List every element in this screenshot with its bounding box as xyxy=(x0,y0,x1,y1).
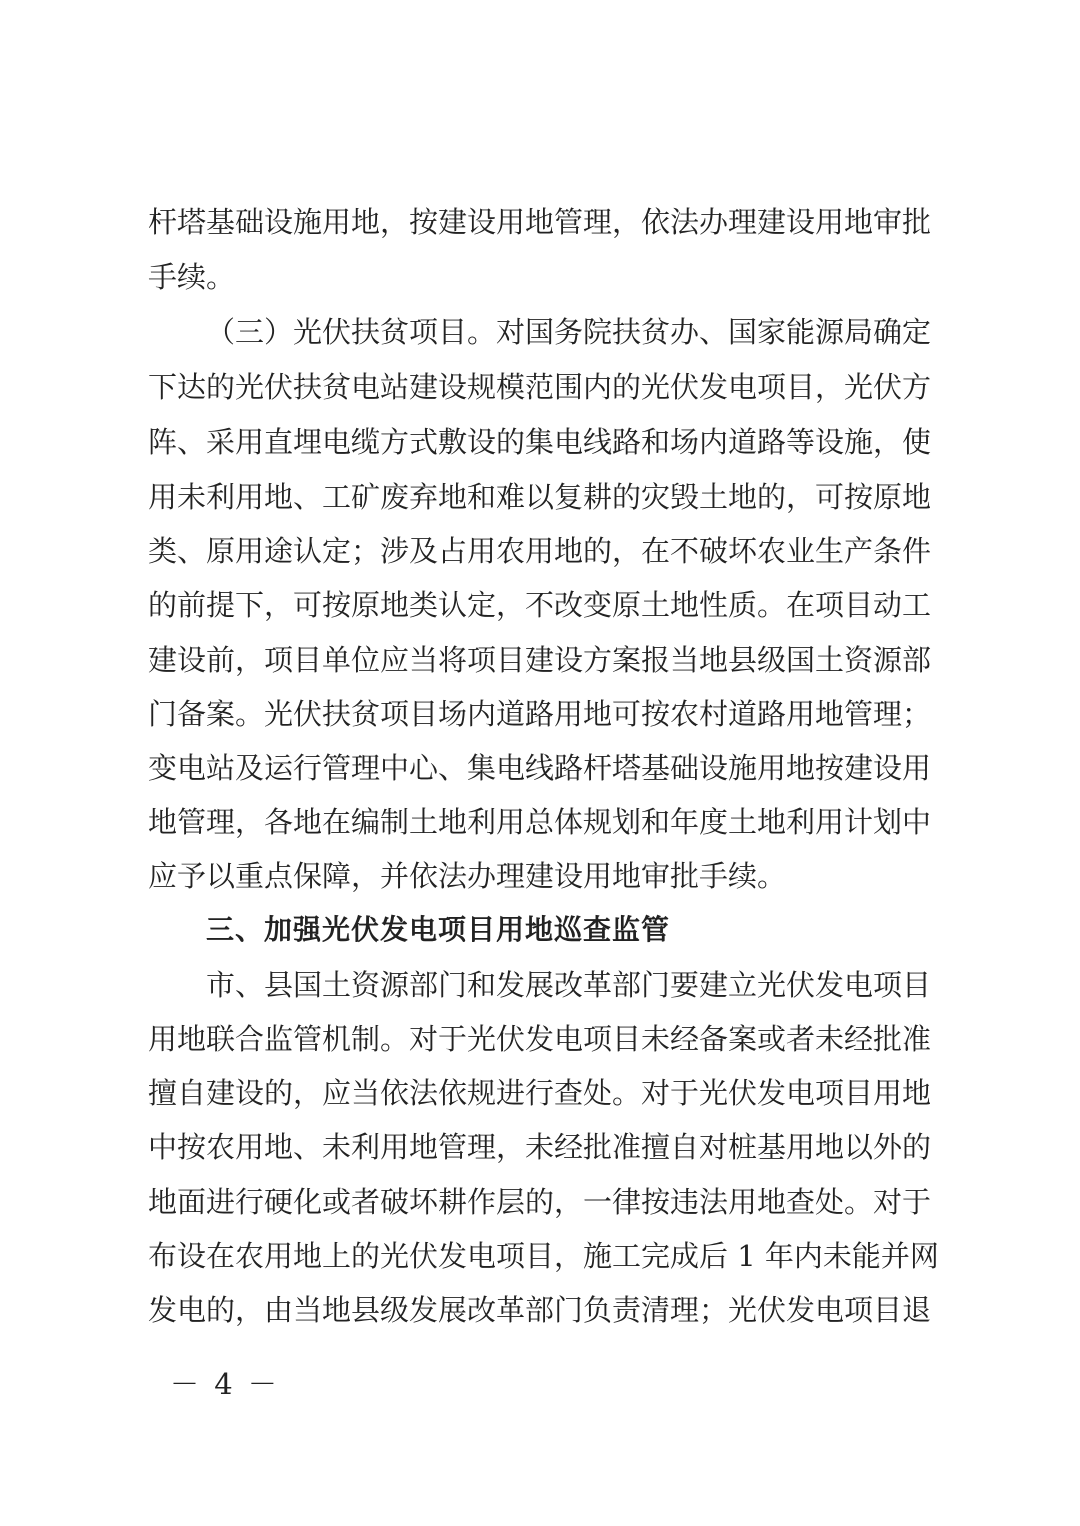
body-text-line: 布设在农用地上的光伏发电项目，施工完成后 1 年内未能并网 xyxy=(148,1239,939,1273)
body-text-line: 下达的光伏扶贫电站建设规模范围内的光伏发电项目，光伏方 xyxy=(148,370,932,404)
body-text-line: 建设前，项目单位应当将项目建设方案报当地县级国土资源部 xyxy=(148,643,932,677)
body-text-line: 门备案。光伏扶贫项目场内道路用地可按农村道路用地管理； xyxy=(148,697,932,731)
body-text-line: 地面进行硬化或者破坏耕作层的，一律按违法用地查处。对于 xyxy=(148,1185,932,1219)
body-text-line: 的前提下，可按原地类认定，不改变原土地性质。在项目动工 xyxy=(148,588,932,622)
section-heading: 三、加强光伏发电项目用地巡查监管 xyxy=(206,913,671,946)
body-text-line: 变电站及运行管理中心、集电线路杆塔基础设施用地按建设用 xyxy=(148,751,932,785)
body-text-line: 类、原用途认定；涉及占用农用地的，在不破坏农业生产条件 xyxy=(148,534,932,568)
body-text-line: 应予以重点保障，并依法办理建设用地审批手续。 xyxy=(148,859,787,893)
body-text-line: 用未利用地、工矿废弃地和难以复耕的灾毁土地的，可按原地 xyxy=(148,480,932,514)
body-text-line: 发电的，由当地县级发展改革部门负责清理；光伏发电项目退 xyxy=(148,1293,932,1327)
subsection-heading-line: （三）光伏扶贫项目。对国务院扶贫办、国家能源局确定 xyxy=(206,315,932,349)
body-text-line: 杆塔基础设施用地，按建设用地管理，依法办理建设用地审批 xyxy=(148,205,932,239)
body-text-line: 阵、采用直埋电缆方式敷设的集电线路和场内道路等设施，使 xyxy=(148,425,932,459)
body-text-line: 用地联合监管机制。对于光伏发电项目未经备案或者未经批准 xyxy=(148,1022,932,1056)
body-text-line: 手续。 xyxy=(148,260,236,294)
body-text-line: 中按农用地、未利用地管理，未经批准擅自对桩基用地以外的 xyxy=(148,1130,932,1164)
body-text-line: 市、县国土资源部门和发展改革部门要建立光伏发电项目 xyxy=(206,968,932,1002)
body-text-line: 擅自建设的，应当依法依规进行查处。对于光伏发电项目用地 xyxy=(148,1076,932,1110)
page-number: － 4 － xyxy=(170,1367,280,1401)
body-text-line: 地管理，各地在编制土地利用总体规划和年度土地利用计划中 xyxy=(148,805,932,839)
